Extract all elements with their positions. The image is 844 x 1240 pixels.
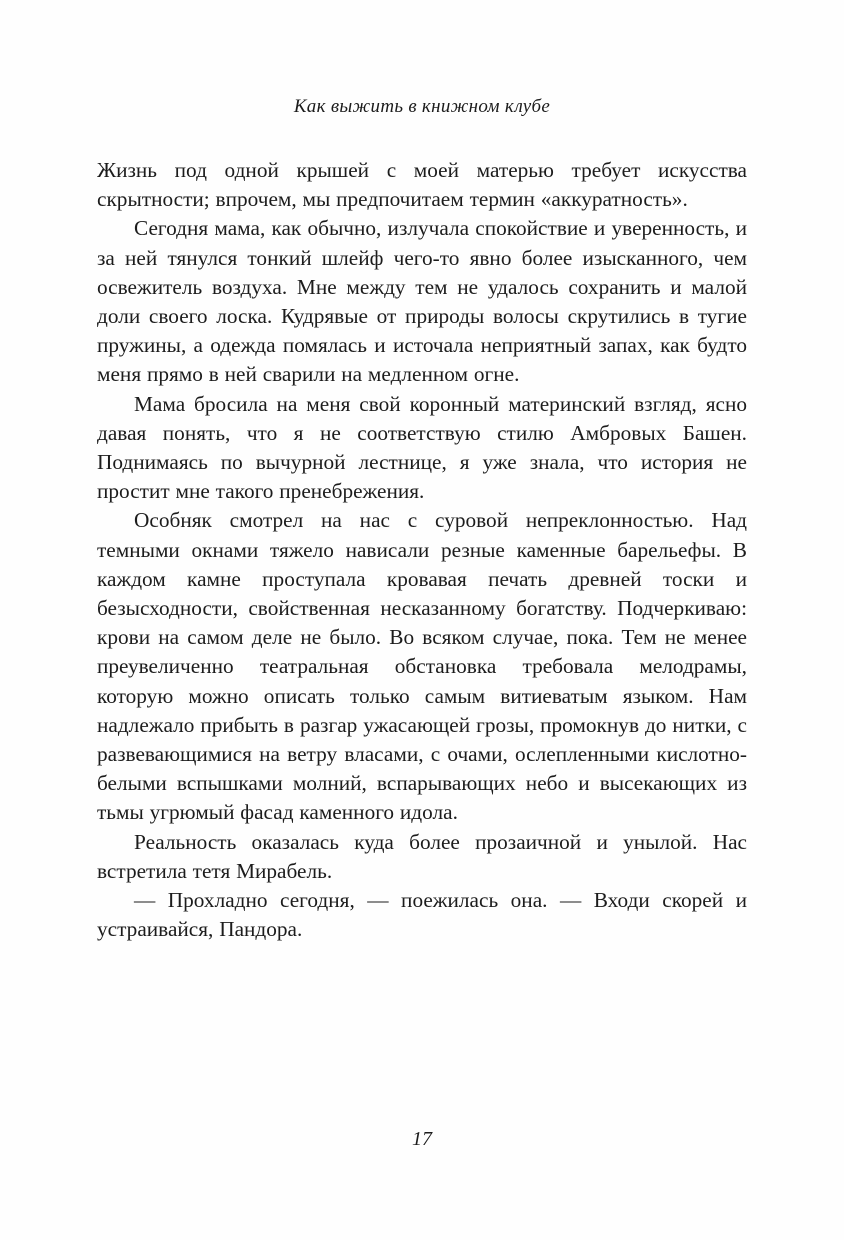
paragraph: Сегодня мама, как обычно, излучала спокойствие и уверенность, и за ней тянулся тонкий шлейф чего-то явно более изысканного, чем освежитель воздуха. Мне между тем не удалось сохранить и малой доли своего лоска. Кудрявые от природы волосы скрутились в тугие пружины, а одежда помялась и источала неприятный запах, как будто меня прямо в ней сварили на медленном огне.: [97, 216, 747, 387]
running-header: Как выжить в книжном клубе: [293, 96, 551, 117]
body-text: [97, 156, 747, 944]
paragraph: Жизнь под одной крышей с моей матерью требует искусства скрытности; впрочем, мы предпочитаем термин «аккуратность».: [97, 158, 747, 212]
page-number: 17: [412, 1128, 432, 1150]
paragraph: Мама бросила на меня свой коронный материнский взгляд, ясно давая понять, что я не соответствую стилю Амбровых Башен. Поднимаясь по вычурной лестнице, я уже знала, что история не простит мне такого пренебрежения.: [97, 391, 747, 504]
paragraph: Реальность оказалась куда более прозаичной и унылой. Нас встретила тетя Мирабель.: [97, 829, 747, 883]
paragraph: Особняк смотрел на нас с суровой непреклонностью. Над темными окнами тяжело нависали резные каменные барельефы. В каждом камне проступала кровавая печать древней тоски и безысходности, свойственная несказанному богатству. Подчеркиваю: крови на самом деле не было. Во всяком случае, пока. Тем не менее преувеличенно театральная обстановка требовала мелодрамы, которую можно описать только самым витиеватым языком. Нам надлежало прибыть в разгар ужасающей грозы, промокнув до нитки, с развевающимися на ветру власами, с очами, ослепленными кислотно-белыми вспышками молний, вспарывающих небо и высекающих из тьмы угрюмый фасад каменного идола.: [97, 508, 747, 825]
paragraph: — Прохладно сегодня, — поежилась она. — Входи скорей и устраивайся, Пандора.: [97, 888, 747, 942]
